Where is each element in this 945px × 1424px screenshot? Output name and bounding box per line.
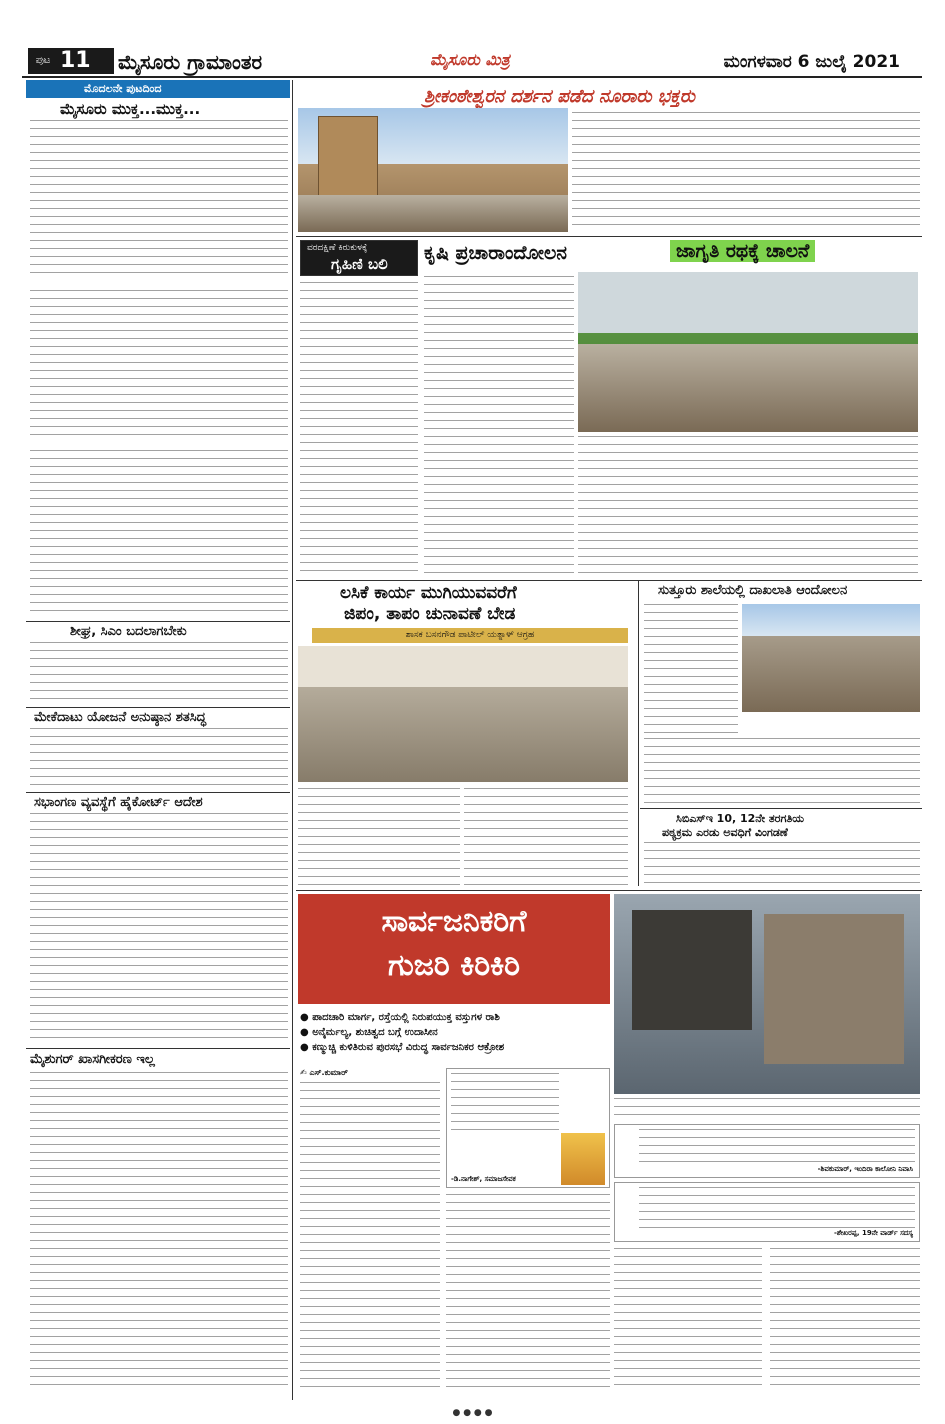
- headline-krishi-b: ಜಾಗೃತಿ ರಥಕ್ಕೆ ಚಾಲನೆ: [670, 240, 815, 262]
- quote-box-3: [614, 1182, 920, 1242]
- divider: [640, 808, 922, 809]
- quote-attribution-2: -ಶಿವಕುಮಾರ್, ಇಂದಿರಾ ಕಾಲೋನಿ ನಿವಾಸಿ: [817, 1165, 913, 1173]
- article-body-srikanteshwara: [572, 112, 920, 230]
- school-admission-photo: [742, 604, 920, 712]
- vaccine-event-photo: [298, 646, 628, 782]
- krishi-rally-photo: [578, 272, 918, 432]
- continued-from-tab: ಮೊದಲನೇ ಪುಟದಿಂದ: [26, 80, 290, 98]
- article-body-krishi: [424, 276, 574, 576]
- strap-vaccine: ಶಾಸಕ ಬಸನಗೌಡ ಪಾಟೀಲ್ ಯತ್ನಾಳ್ ಆಗ್ರಹ: [312, 628, 628, 643]
- divider: [26, 707, 290, 708]
- headline-gruhini: ಗೃಹಿಣಿ ಬಲಿ: [331, 255, 388, 273]
- divider: [26, 621, 290, 622]
- article-body-vaccine-2: [464, 788, 628, 886]
- headline-mysuru-mukta: ಮೈಸೂರು ಮುಕ್ತ...ಮುಕ್ತ...: [60, 100, 201, 118]
- header-rule: [22, 76, 922, 78]
- headline-gujari-1: ಸಾರ್ವಜನಿಕರಿಗೆ: [381, 904, 527, 939]
- article-body-mekedatu: [30, 728, 288, 788]
- quote-box-1: [446, 1068, 610, 1188]
- headline-krishi-a: ಕೃಷಿ ಪ್ರಚಾರಾಂದೋಲನ: [424, 242, 567, 264]
- divider: [296, 580, 922, 581]
- headline-cm-change: ಶೀಘ್ರ, ಸಿಎಂ ಬದಲಾಗಬೇಕು: [70, 624, 187, 639]
- masthead: [22, 48, 922, 74]
- article-body-gujari-4: [770, 1248, 920, 1392]
- headline-vaccine-1: ಲಸಿಕೆ ಕಾರ್ಯ ಮುಗಿಯುವವರೆಗೆ: [340, 583, 517, 603]
- article-body-krishi-2: [578, 436, 918, 576]
- gujari-bullets: [300, 1010, 610, 1055]
- divider: [26, 1048, 290, 1049]
- quote-attribution-1: -ಡಿ.ನಾಗೇಶ್, ಸಮಾಜಸೇವಕ: [451, 1175, 516, 1183]
- article-body-mysuru-mukta: [30, 120, 288, 280]
- portrait-nagesh: [561, 1133, 605, 1185]
- bullet-item: ● ಪಾದಚಾರಿ ಮಾರ್ಗ, ರಸ್ತೆಯಲ್ಲಿ ನಿರುಪಯುಕ್ತ ವಸ್ತುಗಳ ರಾಶಿ: [300, 1012, 500, 1023]
- article-body-mysugar: [30, 1072, 288, 1392]
- page-label: ಪುಟ: [28, 48, 58, 74]
- bullet-item: ● ಅನೈರ್ಮಲ್ಯ, ಶುಚಿತ್ವದ ಬಗ್ಗೆ ಉದಾಸೀನ: [300, 1027, 438, 1038]
- article-body-vaccine: [298, 788, 460, 886]
- article-body-cbse: [644, 842, 920, 886]
- article-body-gujari-2: [446, 1194, 610, 1392]
- scrap-shop-photo: [614, 894, 920, 1094]
- article-body-sutturu-2: [644, 738, 920, 804]
- article-body-gujari-3: [614, 1248, 762, 1392]
- article-body-mysuru-mukta-2: [30, 290, 288, 440]
- headline-mekedatu: ಮೇಕೆದಾಟು ಯೋಜನೆ ಅನುಷ್ಠಾನ ಶತಸಿದ್ಧ: [34, 710, 207, 725]
- divider: [296, 890, 922, 891]
- print-registration-marks: ● ● ● ●: [452, 1408, 493, 1418]
- article-body-cm-change: [30, 642, 288, 704]
- divider: [296, 236, 922, 237]
- quote-text-3: [639, 1187, 915, 1229]
- quote-box-2: [614, 1124, 920, 1178]
- quote-text-1: [451, 1073, 559, 1137]
- temple-photo: [298, 108, 568, 232]
- headline-mysugar: ಮೈಶುಗರ್ ಖಾಸಗೀಕರಣ ಇಲ್ಲ: [30, 1052, 155, 1067]
- divider: [26, 792, 290, 793]
- gujari-heading-box: [298, 894, 610, 1004]
- column-rule: [638, 580, 639, 886]
- photo-caption-gujari: [614, 1098, 920, 1120]
- headline-srikanteshwara: ಶ್ರೀಕಂಠೇಶ್ವರನ ದರ್ಶನ ಪಡೆದ ನೂರಾರು ಭಕ್ತರು: [424, 86, 695, 107]
- column-rule: [292, 80, 293, 1400]
- gruhini-heading-box: [300, 240, 418, 276]
- byline-gujari: ✍ ಎಸ್.ಕುಮಾರ್: [300, 1068, 348, 1077]
- article-body-mysuru-mukta-3: [30, 450, 288, 615]
- newspaper-logo: ಮೈಸೂರು ಮಿತ್ರ: [430, 50, 510, 69]
- headline-gujari-2: ಗುಜರಿ ಕಿರಿಕಿರಿ: [388, 948, 520, 983]
- headline-cbse-1: ಸಿಬಿಎಸ್‌ಇ 10, 12ನೇ ತರಗತಿಯ: [676, 812, 805, 825]
- article-body-gruhini: [300, 282, 418, 572]
- article-body-sabhangana: [30, 813, 288, 1041]
- kicker-gruhini: ವರದಕ್ಷಿಣೆ ಕಿರುಕುಳಕ್ಕೆ: [307, 243, 368, 253]
- page-number: 11: [58, 48, 114, 74]
- headline-vaccine-2: ಜಿಪಂ, ತಾಪಂ ಚುನಾವಣೆ ಬೇಡ: [344, 604, 516, 624]
- headline-sabhangana: ಸಭಾಂಗಣ ವ್ಯವಸ್ಥೆಗೆ ಹೈಕೋರ್ಟ್ ಆದೇಶ: [34, 795, 203, 810]
- article-body-gujari: [300, 1082, 440, 1392]
- quote-text-2: [639, 1129, 915, 1165]
- section-title: ಮೈಸೂರು ಗ್ರಾಮಾಂತರ: [118, 50, 263, 74]
- quote-attribution-3: -ಶೇಖರಪ್ಪ, 19ನೇ ವಾರ್ಡ್ ಸದಸ್ಯ: [833, 1229, 913, 1237]
- issue-date: ಮಂಗಳವಾರ 6 ಜುಲೈ 2021: [723, 52, 900, 72]
- bullet-item: ● ಕಣ್ಮುಚ್ಚಿ ಕುಳಿತಿರುವ ಪುರಸಭೆ ವಿರುದ್ಧ ಸಾರ್ವಜನಿಕರ ಆಕ್ರೋಶ: [300, 1042, 505, 1053]
- headline-sutturu: ಸುತ್ತೂರು ಶಾಲೆಯಲ್ಲಿ ದಾಖಲಾತಿ ಆಂದೋಲನ: [658, 583, 848, 598]
- article-body-sutturu: [644, 604, 738, 734]
- headline-cbse-2: ಪಠ್ಯಕ್ರಮ ಎರಡು ಅವಧಿಗೆ ವಿಂಗಡಣೆ: [662, 826, 788, 839]
